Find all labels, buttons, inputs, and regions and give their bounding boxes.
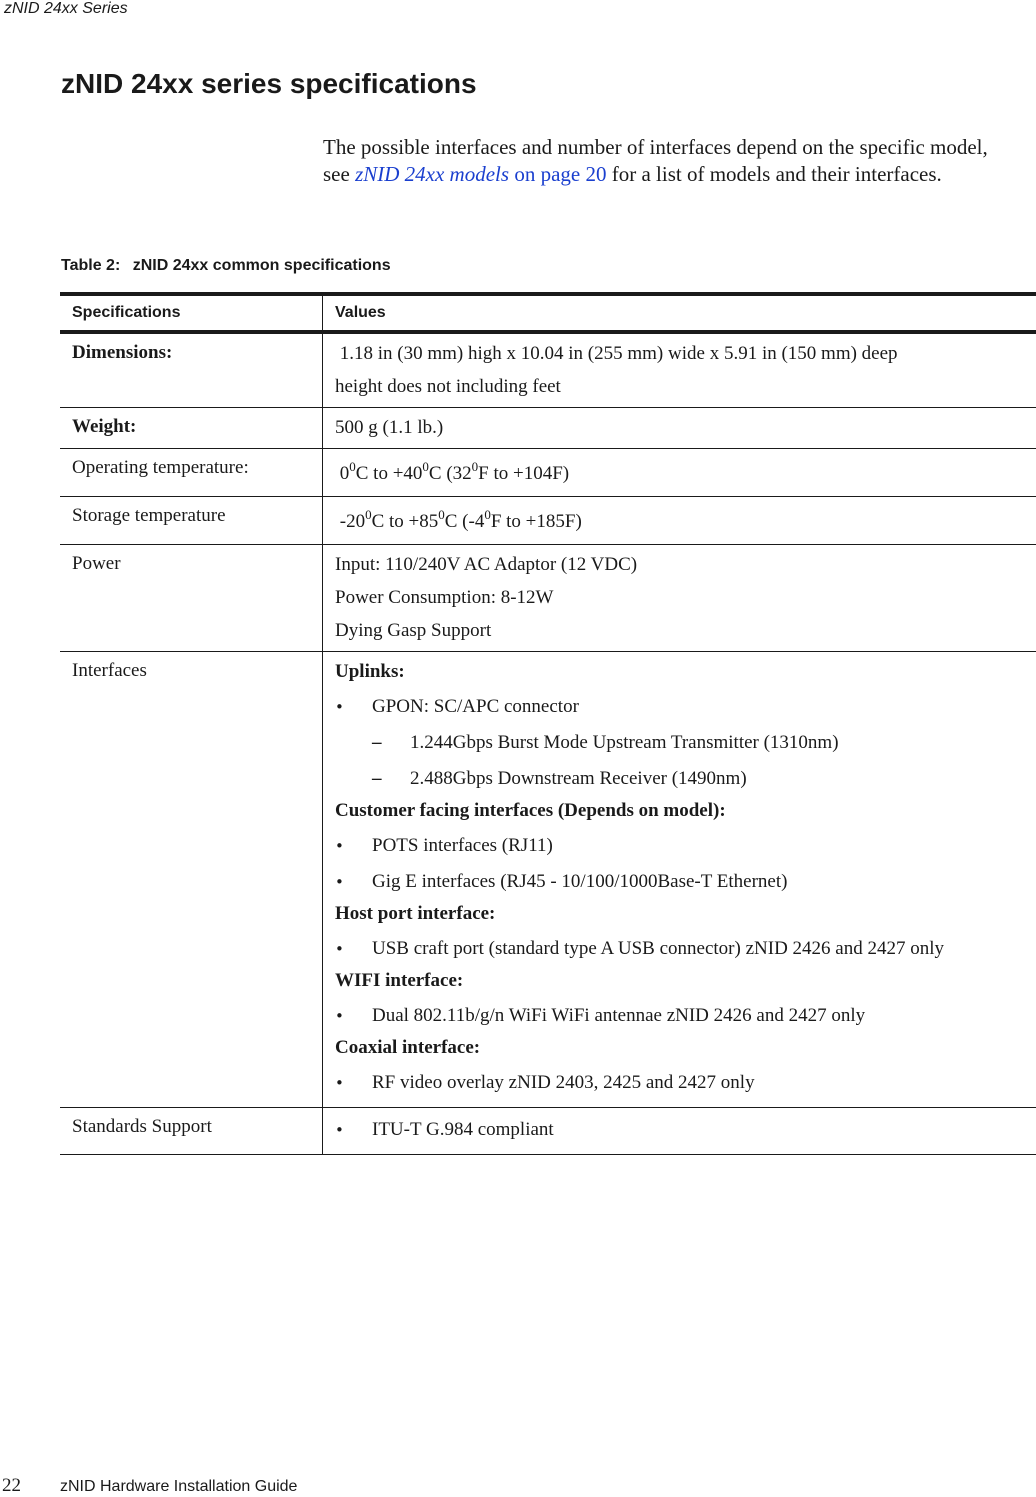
table-row-weight (60, 408, 1036, 449)
intro-paragraph (323, 134, 1013, 188)
intro-text-2: for a list of models and their interfaces. (606, 162, 942, 186)
dash-icon: – (372, 768, 382, 789)
spec-label: Interfaces (60, 652, 323, 1107)
bullet-icon: • (335, 1007, 344, 1025)
spec-value: 500 g (1.1 lb.) (335, 417, 444, 438)
table-row-interfaces (60, 652, 1036, 1108)
bullet-icon: • (335, 873, 344, 891)
table-row-storage-temperature (60, 497, 1036, 545)
spec-value: height does not including feet (335, 376, 561, 397)
list-item: • GPON: SC/APC connector (335, 696, 579, 717)
col-header-values: Values (335, 304, 386, 321)
col-header-specifications: Specifications (72, 304, 181, 321)
guide-title: zNID Hardware Installation Guide (60, 1478, 298, 1495)
spec-label: Weight: (60, 408, 323, 448)
spec-value: Input: 110/240V AC Adaptor (12 VDC) (335, 554, 638, 575)
running-header: zNID 24xx Series (4, 0, 128, 17)
intro-text-1: The possible interfaces and number of interfaces depend on the specific model, see (323, 135, 988, 186)
spec-label: Storage temperature (60, 497, 323, 544)
table-row-power (60, 545, 1036, 652)
bullet-icon: • (335, 940, 344, 958)
dash-icon: – (372, 732, 382, 753)
list-item: • POTS interfaces (RJ11) (335, 835, 553, 856)
sub-list-item: – 2.488Gbps Downstream Receiver (1490nm) (372, 768, 747, 789)
sub-heading: WIFI interface: (335, 970, 464, 991)
table-caption (61, 257, 391, 275)
sub-heading: Customer facing interfaces (Depends on model): (335, 800, 726, 821)
table-header-row (60, 292, 1036, 334)
table-row-dimensions (60, 334, 1036, 408)
spec-label: Power (60, 545, 323, 651)
models-link[interactable]: zNID 24xx models (355, 162, 510, 186)
list-item: • Gig E interfaces (RJ45 - 10/100/1000Base-T Ethernet) (335, 871, 788, 892)
bullet-icon: • (335, 837, 344, 855)
sub-list-item: – 1.244Gbps Burst Mode Upstream Transmitter (1310nm) (372, 732, 839, 753)
spec-value: $0^0C$ to $+40^0C$ ($32^0F$ to +104F) (339, 459, 570, 484)
spec-value: Power Consumption: 8-12W (335, 587, 554, 608)
page-number: 22 (2, 1475, 21, 1496)
spec-table (60, 292, 1036, 1155)
spec-value: Dying Gasp Support (335, 620, 492, 641)
spec-label: Standards Support (60, 1108, 323, 1154)
spec-label: Operating temperature: (60, 449, 323, 496)
table-row-operating-temperature (60, 449, 1036, 497)
spec-label: Dimensions: (60, 334, 323, 407)
table-caption-number: Table 2: (61, 257, 121, 274)
sub-heading: Uplinks: (335, 661, 405, 682)
table-row-standards-support (60, 1108, 1036, 1155)
bullet-icon: • (335, 1074, 344, 1092)
page-link[interactable]: on page 20 (514, 162, 607, 186)
list-item: • RF video overlay zNID 2403, 2425 and 2427 only (335, 1072, 755, 1093)
sub-heading: Coaxial interface: (335, 1037, 481, 1058)
list-item: • USB craft port (standard type A USB connector) zNID 2426 and 2427 only (335, 938, 945, 959)
spec-value: $-20^0C$ to $+85^0C$ ($-4^0F$ to +185F) (339, 507, 582, 532)
sub-heading: Host port interface: (335, 903, 496, 924)
table-caption-title: zNID 24xx common specifications (132, 257, 391, 274)
bullet-icon: • (335, 1121, 344, 1139)
bullet-icon: • (335, 698, 344, 716)
list-item: • Dual 802.11b/g/n WiFi WiFi antennae zNID 2426 and 2427 only (335, 1005, 866, 1026)
list-item: • ITU-T G.984 compliant (335, 1119, 554, 1140)
spec-value: 1.18 in (30 mm) high x 10.04 in (255 mm) wide x 5.91 in (150 mm) deep (339, 343, 898, 364)
section-title: zNID 24xx series specifications (61, 68, 477, 99)
